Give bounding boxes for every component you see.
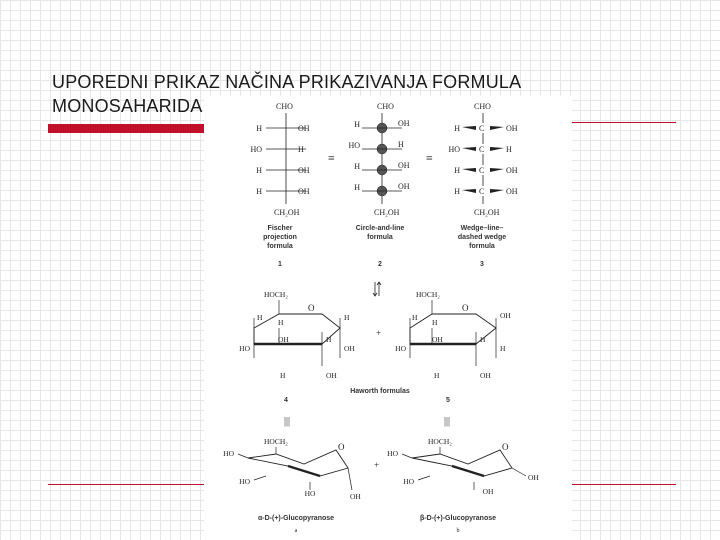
haworth-a-c2-h: H bbox=[326, 335, 332, 344]
chair-b-c4-oh: HO bbox=[387, 449, 398, 458]
chair-a-c2-oh: HO bbox=[304, 489, 316, 498]
chair-formula-beta bbox=[387, 437, 539, 534]
haworth-a-c2-oh: OH bbox=[326, 371, 337, 380]
chair-b-c1-oh: OH bbox=[528, 473, 539, 482]
chair-a-c3-oh: HO bbox=[239, 477, 250, 486]
wedge-row4-right: OH bbox=[506, 187, 518, 196]
fischer-row4-left: H bbox=[256, 187, 262, 196]
divider-line-top bbox=[570, 122, 676, 123]
divider-line-bottom-left bbox=[48, 484, 204, 485]
circle-row2-left: HO bbox=[348, 141, 360, 150]
haworth-b-c3-oh: OH bbox=[432, 335, 443, 344]
haworth-formula-alpha bbox=[239, 290, 355, 404]
title-accent-bar bbox=[48, 124, 208, 133]
wedge-row1-right: OH bbox=[506, 124, 518, 133]
haworth-b-c1-h: H bbox=[500, 344, 506, 353]
chair-a-caption: α-D-(+)-Glucopyranose bbox=[257, 515, 335, 522]
wedge-top-group: CHO bbox=[474, 102, 491, 111]
equivalence-sign-2: ≡ bbox=[426, 151, 433, 165]
fischer-row2-right: H bbox=[298, 145, 304, 154]
circle-row1-right: OH bbox=[398, 119, 410, 128]
wedge-row2-left: HO bbox=[448, 145, 460, 154]
plus-sign-chair: + bbox=[374, 460, 380, 470]
wedge-row1-left: H bbox=[454, 124, 460, 133]
fischer-row1-left: H bbox=[256, 124, 262, 133]
haworth-b-c2-oh: OH bbox=[480, 371, 491, 380]
equivalence-sign-3: ||| bbox=[284, 416, 291, 427]
haworth-a-number: 4 bbox=[284, 397, 288, 404]
haworth-a-c4-h: H bbox=[257, 313, 263, 322]
wedge-row2-right: H bbox=[506, 145, 512, 154]
equivalence-sign-4: ||| bbox=[444, 416, 451, 427]
haworth-b-c4-oh: HO bbox=[395, 344, 406, 353]
wedge-caption-1: Wedge–line– bbox=[460, 225, 504, 232]
chair-a-ring-oxygen: O bbox=[338, 442, 345, 452]
wedge-bottom-group: CH₂OH bbox=[474, 208, 500, 217]
circle-and-line-formula bbox=[348, 102, 409, 268]
circle-row3-right: OH bbox=[398, 161, 410, 170]
fischer-row2-left: HO bbox=[250, 145, 262, 154]
haworth-b-c1-oh: OH bbox=[500, 311, 511, 320]
fischer-row1-right: OH bbox=[298, 124, 310, 133]
haworth-b-c2-h: H bbox=[480, 335, 486, 344]
fischer-bottom-group: CH₂OH bbox=[274, 208, 300, 217]
haworth-a-c1-h: H bbox=[344, 313, 350, 322]
chair-a-ch2oh: HOCH₂ bbox=[264, 437, 288, 446]
plus-sign-haworth: + bbox=[376, 328, 382, 338]
haworth-b-number: 5 bbox=[446, 397, 450, 404]
haworth-b-ring-oxygen: O bbox=[462, 303, 469, 313]
wedge-caption-3: formula bbox=[469, 243, 495, 250]
circle-caption-2: formula bbox=[367, 234, 393, 241]
fischer-row3-left: H bbox=[256, 166, 262, 175]
wedge-row4-left: H bbox=[454, 187, 460, 196]
circle-row4-left: H bbox=[354, 183, 360, 192]
haworth-b-ch2oh: HOCH₂ bbox=[416, 290, 440, 299]
chair-b-ring-oxygen: O bbox=[502, 442, 509, 452]
glucose-formula-figure bbox=[204, 96, 572, 540]
slide-title: UPOREDNI PRIKAZ NAČINA PRIKAZIVANJA FORMULA MONOSAHARIDA bbox=[52, 72, 522, 116]
haworth-formula-beta bbox=[395, 290, 511, 404]
wedge-center-2: C bbox=[479, 145, 485, 154]
fischer-caption-1: Fischer bbox=[267, 225, 293, 232]
chair-a-c1-oh: OH bbox=[350, 492, 361, 501]
wedge-center-1: C bbox=[479, 124, 485, 133]
fischer-top-group: CHO bbox=[276, 102, 293, 111]
haworth-a-c1-oh: OH bbox=[344, 344, 355, 353]
circle-top-group: CHO bbox=[377, 102, 394, 111]
chair-b-number: b bbox=[456, 528, 460, 534]
haworth-b-c5-h: H bbox=[432, 318, 438, 327]
circle-row4-right: OH bbox=[398, 182, 410, 191]
circle-caption-1: Circle-and-line bbox=[355, 225, 405, 232]
formula-diagram bbox=[204, 96, 572, 540]
wedge-row3-right: OH bbox=[506, 166, 518, 175]
chair-formula-alpha bbox=[223, 437, 361, 534]
haworth-b-c4-h: H bbox=[412, 313, 418, 322]
circle-bottom-group: CH₂OH bbox=[374, 208, 400, 217]
fischer-caption-3: formula bbox=[267, 243, 293, 250]
wedge-number: 3 bbox=[480, 261, 484, 268]
chair-a-number: a bbox=[294, 528, 298, 534]
haworth-b-c3-h: H bbox=[434, 371, 440, 380]
fischer-projection bbox=[250, 102, 309, 268]
fischer-caption-2: projection bbox=[263, 234, 297, 241]
wedge-center-3: C bbox=[479, 166, 485, 175]
wedge-row3-left: H bbox=[454, 166, 460, 175]
circle-number: 2 bbox=[378, 261, 382, 268]
haworth-a-c3-h: H bbox=[280, 371, 286, 380]
haworth-a-ring-oxygen: O bbox=[308, 303, 315, 313]
circle-row3-left: H bbox=[354, 162, 360, 171]
circle-row2-right: H bbox=[398, 140, 404, 149]
wedge-caption-2: dashed wedge bbox=[457, 234, 507, 241]
fischer-row4-right: OH bbox=[298, 187, 310, 196]
divider-line-bottom-right bbox=[570, 484, 676, 485]
haworth-a-c4-oh: HO bbox=[239, 344, 250, 353]
equilibrium-arrow bbox=[373, 282, 381, 296]
chair-b-c2-oh: OH bbox=[482, 487, 494, 496]
wedge-dashed-formula bbox=[448, 102, 517, 268]
chair-b-caption: β-D-(+)-Glucopyranose bbox=[419, 515, 497, 522]
chair-a-c4-oh: HO bbox=[223, 449, 234, 458]
circle-row1-left: H bbox=[354, 120, 360, 129]
fischer-row3-right: OH bbox=[298, 166, 310, 175]
haworth-a-c5-h: H bbox=[278, 318, 284, 327]
haworth-a-ch2oh: HOCH₂ bbox=[264, 290, 288, 299]
haworth-a-c3-oh: OH bbox=[278, 335, 289, 344]
wedge-center-4: C bbox=[479, 187, 485, 196]
equivalence-sign-1: ≡ bbox=[328, 151, 335, 165]
chair-b-c3-oh: HO bbox=[403, 477, 414, 486]
fischer-number: 1 bbox=[278, 261, 282, 268]
chair-b-ch2oh: HOCH₂ bbox=[428, 437, 452, 446]
haworth-caption: Haworth formulas bbox=[350, 388, 410, 395]
